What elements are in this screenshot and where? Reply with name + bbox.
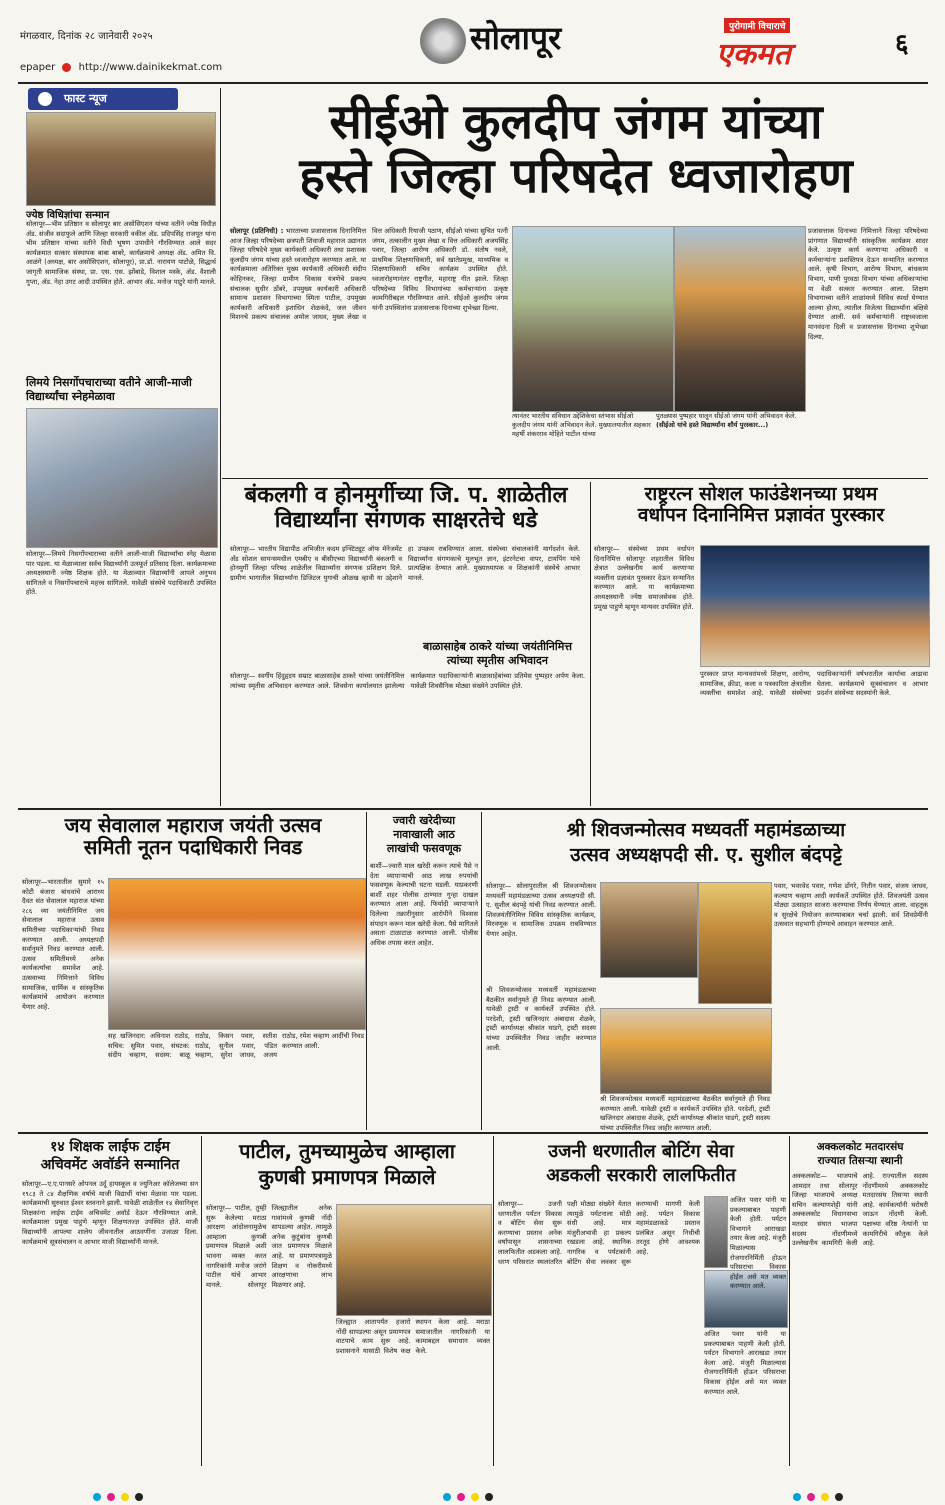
masthead-emblem-icon <box>420 18 466 64</box>
fast-news-tag: फास्ट न्यूज <box>28 88 178 110</box>
cyan-dot <box>93 1493 101 1501</box>
teachers-kunbi-divider <box>201 1136 202 1466</box>
shivjanmotsav-photo-shivaji <box>698 882 772 1004</box>
computer-headline: बंकलगी व होनमुर्गीच्या जि. प. शाळेतील विद्यार्थ्यांना संगणक साक्षरतेचे धडे <box>244 483 568 533</box>
lead-caption-right: पुतळ्यास पुष्पहार घालून सीईओ जंगम यांनी अभिवादन केले. (सीईओ यांचे हस्ते विद्यार्थ्यांना शौर्य पुरस्कार...) <box>656 412 797 429</box>
computer-award-divider <box>590 482 591 806</box>
sidebar-story1-body: सोलापूर—भीम प्रतिष्ठान व सोलापूर बार असोसिएशन यांच्या वतीने ज्येष्ठ विधीज्ञ ॲड. संजीव सदाफुले आणि जिल्हा सरकारी वकील ॲड. प्रदिपसिंह राजपूत यांना भीम प्रतिष्ठान यांच्या वतीने विधी भूषण उपाधीने गौरविण्यात आले सदर कार्यक्रमात सत्कार संस्थापक बाबा बाबरे, कार्यक्रमाचे अध्यक्ष ॲड. अमित वि. आळंगे (अध्यक्ष, बार असोसिएशन, सोलापूर), प्रा.डॉ. नारायण पाटोळे, सिद्धार्थ जागृती सामाजिक संस्था, प्रा. एस. एस. झोंबाडे, विशाल मस्के, ॲड. वैशाली गुप्ता, ॲड. नेहा उगट आदी उपस्थित होते. आभार ॲड. मनोज पाटुरे यांनी मानले. <box>26 220 217 286</box>
ujani-photo-boat <box>704 1196 728 1268</box>
mid-rule <box>18 808 928 810</box>
kunbi-headline: पाटील, तुमच्यामुळेच आम्हाला कुणबी प्रमाणपत्र मिळाले <box>239 1139 455 1189</box>
sidebar-story2-title: लिमये निसर्गोपचाराच्या वतीने आजी-माजी विद्यार्थ्यांचा स्नेहमेळावा <box>26 376 192 403</box>
magenta-dot <box>807 1493 815 1501</box>
akkalkot-headline: अक्कलकोट मतदारसंघ राज्यात तिसऱ्या स्थानी <box>816 1141 904 1167</box>
magenta-dot <box>107 1493 115 1501</box>
kunbi-photo <box>336 1204 492 1316</box>
lead-photo-dignitaries <box>674 226 806 412</box>
lead-dateline: सोलापूर (प्रतिनिधी) : <box>230 227 284 235</box>
sidebar-divider <box>220 88 221 806</box>
black-dot <box>485 1493 493 1501</box>
akkalkot-body: अक्कलकोट— भाजपाचे आमदार तथा सोलापूर जिल्हा भाजपाचे अध्यक्ष सचिन कल्याणशेट्टी यांनी अक्कलकोट विधानसभा मतदार संघात भाजपा सदस्य नोंदणीमध्ये उल्लेखनीय कामगिरी केली आहे. राज्यातील सदस्य नोंदणीमध्ये अक्कलकोट मतदारसंघ तिसऱ्या स्थानी आहे. कार्यकर्त्यांनी घरोघरी जाऊन नोंदणी केली. पक्षाच्या वरिष्ठ नेत्यांनी या कामगिरीचे कौतुक केले आहे. <box>792 1172 928 1248</box>
lower-rule <box>18 1132 928 1134</box>
ujani-headline: उजनी धरणातील बोटिंग सेवा अडकली सरकारी लालफितीत <box>546 1141 736 1186</box>
cyan-dot <box>443 1493 451 1501</box>
registration-marks-right <box>790 1486 846 1505</box>
lead-caption-left: त्यानंतर भारतीय संविधान उद्देशिकेचा स्तंभास सीईओ कुलदीप जंगम यांनी अभिवादन केले. मुख्यालयातील सहकार महर्षी शंकरराव मोहिते पाटील यांच्या <box>512 412 651 438</box>
yellow-dot <box>471 1493 479 1501</box>
fast-news-icon <box>38 92 52 106</box>
ujani-body-2: अजित पवार यांनी या प्रकल्पाबाबत पाहणी केली होती. पर्यटन विभागाने आराखडा तयार केला आहे. मंजुरी मिळाल्यास रोजगारनिर्मिती होऊन परिसराचा विकास होईल असे मत व्यक्त करण्यात आले. <box>730 1196 786 1291</box>
lead-bottom-rule <box>222 478 928 479</box>
teachers-body: सोलापूर—ए.ए.पानसरे ओपनल उर्दू हायस्कूल व ज्युनिअर कॉलेजच्या सन १९८३ ते ८४ शैक्षणिक वर्षाचे माजी विद्यार्थी यांचा मेळावा पार पडला. कार्यक्रमाची सुरुवात ईश्वर स्तवनाने झाली. यावेळी शाळेतील १४ सेवानिवृत्त शिक्षकांना लाईफ टाईम अचिवमेंट अवॉर्ड देऊन गौरविण्यात आले. कार्यक्रमाला प्रमुख पाहुणे म्हणून शिक्षणतज्ज्ञ उपस्थित होते. माजी विद्यार्थ्यांनी आपल्या शालेय जीवनातील आठवणींना उजाळा दिला. कार्यक्रमाचे सूत्रसंचालन व आभार माजी विद्यार्थ्यांनी मानले. <box>22 1180 198 1246</box>
sevalal-photo-committee <box>108 878 366 1030</box>
registration-marks-left <box>90 1486 146 1505</box>
award-photo-group <box>700 545 930 667</box>
shivjanmotsav-body-2: श्री शिवजन्मोत्सव मध्यवर्ती महामंडळाच्या बैठकीत सर्वानुमते ही निवड करण्यात आली. यावेळी ट्रस्टी व कार्यकर्ते उपस्थित होते. परदेशी, ट्रस्टी खजिनदार अंबादास शेळके, ट्रस्टी कार्याध्यक्ष श्रीकांत घाडगे, ट्रस्टी सदस्य यांच्या उपस्थितीत निवड जाहीर करण्यात आली. <box>486 986 596 1052</box>
shivjanmotsav-headline: श्री शिवजन्मोत्सव मध्यवर्ती महामंडळाच्या उत्सव अध्यक्षपदी सी. ए. सुशील बंदपट्टे <box>566 819 846 866</box>
sidebar-story2-body: सोलापूर—लिमये निसर्गोपचाराच्या वतीने आजी-माजी विद्यार्थ्यांचा स्नेह मेळावा पार पडला. या मेळाव्याला सर्वच विद्यार्थ्यांनी उत्स्फूर्त प्रतिसाद दिला. कार्यक्रमाच्या अध्यक्षस्थानी ज्येष्ठ शिक्षक होते. या मेळाव्यात विद्यार्थ्यांनी आपले अनुभव सांगितले व निसर्गोपचाराचे महत्त्व सांगितले. यावेळी संस्थेचे पदाधिकारी उपस्थित होते. <box>26 550 216 597</box>
computer-body: सोलापूर— भारतीय विद्यापीठ अभिजीत कदम इन्स्टिट्यूट ऑफ मॅनेजमेंट अँड सोशल सायन्समधील एमबीए व बीसीएच्या विद्यार्थ्यांनी बंकलगी व होनमुर्गी जिल्हा परिषद शाळेतील विद्यार्थ्यांना संगणक प्रशिक्षण दिले. ग्रामीण भागातील विद्यार्थ्यांना डिजिटल युगाची ओळख व्हावी या उद्देशाने हा उपक्रम राबविण्यात आला. संस्थेच्या संचालकांनी मार्गदर्शन केले. विद्यार्थ्यांना संगणकाचे मूलभूत ज्ञान, इंटरनेटचा वापर, टायपिंग यांचे प्रात्यक्षिक देण्यात आले. मुख्याध्यापक व शिक्षकांनी संस्थेचे आभार मानले. <box>230 545 580 582</box>
lead-body: सोलापूर (प्रतिनिधी) : भारताच्या प्रजासत्ताक दिनानिमित्त आज जिल्हा परिषदेच्या छत्रपती शिवाजी महाराज उद्यानात जिल्हा परिषदेचे मुख्य कार्यकारी अधिकारी तथा प्रशासक कुलदीप जंगम यांच्या हस्ते ध्वजारोहण करण्यात आले. या कार्यक्रमाला अतिरिक्त मुख्य कार्यकारी अधिकारी संदीप कोहिनकर, जिल्हा ग्रामीण विकास यंत्रणेचे प्रकल्प संचालक सुधीर ठोंबरे, उपमुख्य कार्यकारी अधिकारी सामान्य प्रशासन विभागाच्या स्मिता पाटील, उपमुख्य कार्यकारी अधिकारी इशाधिन शेळकंदे, जल जीवन मिशनचे प्रकल्प संचालक अमोल जाधव, मुख्य लेखा व वित्त अधिकारी रियाजी पठाण, सीईओ यांच्या सुचित पत्नी जंगम, तत्कालीन मुख्य लेखा व वित्त अधिकारी अजयसिंह पवार, जिल्हा आरोग्य अधिकारी डॉ. संतोष नवले, प्राथमिक शिक्षणाधिकारी, सर्व खातेप्रमुख, माध्यमिक व शिक्षणाधिकारी सचिव कार्यक्रम उपस्थित होते. ध्वजारोहणानंतर राष्ट्रगीत, महाराष्ट्र गीत झाले. जिल्हा परिषदेच्या विविध विभागांच्या कर्मचाऱ्यांना उत्कृष्ट कामगिरीबद्दल गौरविण्यात आले. सीईओ कुलदीप जंगम यांनी उपस्थितांना प्रजासत्ताक दिनाच्या शुभेच्छा दिल्या. <box>230 227 508 322</box>
lead-photo-flag-hoisting <box>512 226 674 412</box>
seized-body: बार्शी—ज्वारी माल खरेदी करून त्याचे पैसे न देता व्यापाऱ्याची आठ लाख रुपयांची फसवणूक केल्याची घटना घडली. याप्रकरणी बार्शी शहर पोलीस ठाण्यात गुन्हा दाखल करण्यात आला आहे. फिर्यादी व्यापाऱ्याने दिलेल्या तक्रारीनुसार आरोपीने विश्वास संपादन करून माल खरेदी केला. पैसे मागितले असता टाळाटाळ करण्यात आली. पोलीस अधिक तपास करत आहेत. <box>370 862 478 947</box>
shivjanmotsav-body-3: पवार, भवरवेद पवार, गणेश डोंगरे, नितीन पवार, संजय जाधव, कल्याण चव्हाण आदी कार्यकर्ते उपस्थित होते. शिवजयंती उत्सव मोठ्या उत्साहात साजरा करण्याचा निर्णय घेण्यात आला. वाहतूक व सुरक्षेचे नियोजन करण्याबाबत चर्चा झाली. सर्व शिवप्रेमींनी उत्सवात सहभागी होण्याचे आवाहन करण्यात आले. <box>774 882 928 929</box>
ujani-body-3: अजित पवार यांनी या प्रकल्पाबाबत पाहणी केली होती. पर्यटन विभागाने आराखडा तयार केला आहे. मंजुरी मिळाल्यास रोजगारनिर्मिती होऊन परिसराचा विकास होईल असे मत व्यक्त करण्यात आले. <box>704 1330 786 1396</box>
page-number: ६ <box>895 29 909 59</box>
kunbi-body: सोलापूर— पाटील, तुम्ही सुरू केलेल्या मराठा आरक्षण आंदोलनामुळेच आम्हाला कुणबी प्रमाणपत्र मिळाले अशी भावना व्यक्त करत नागरिकांनी मनोज जरांगे पाटील यांचे आभार मानले. सोलापूर जिल्ह्यातील अनेक गावांमध्ये कुणबी नोंदी सापडल्या आहेत. त्यामुळे अनेक कुटुंबांना कुणबी जात प्रमाणपत्र मिळाले आहे. या प्रमाणपत्रामुळे शिक्षण व नोकरीमध्ये आरक्षणाचा लाभ मिळणार आहे. <box>206 1204 332 1289</box>
masthead-tagline: पुरोगामी विचाराचे <box>724 18 790 33</box>
seized-shiv-divider <box>481 812 482 1130</box>
header-rule <box>18 82 928 84</box>
epaper-label: epaper <box>20 62 56 73</box>
sevalal-seized-divider <box>366 812 367 1130</box>
masthead-city: सोलापूर <box>470 19 562 57</box>
black-dot <box>135 1493 143 1501</box>
lead-body-right: प्रजासत्ताक दिनाच्या निमित्ताने जिल्हा परिषदेच्या प्रांगणात विद्यार्थ्यांनी सांस्कृतिक कार्यक्रम सादर केले. उत्कृष्ट कार्य करणाऱ्या अधिकारी व कर्मचाऱ्यांना प्रशस्तिपत्र देऊन सन्मानित करण्यात आले. कृषी विभाग, आरोग्य विभाग, बांधकाम विभाग, पाणी पुरवठा विभाग यांच्या अधिकाऱ्यांचा या वेळी सत्कार करण्यात आला. शिक्षण विभागाच्या वतीने शाळांमध्ये विविध स्पर्धा घेण्यात आल्या होत्या, त्यातील विजेत्या विद्यार्थ्यांना बक्षिसे देण्यात आली. सर्व कर्मचाऱ्यांनी राष्ट्रध्वजाला मानवंदना दिली व प्रजासत्ताक दिनाच्या शुभेच्छा दिल्या. <box>808 227 928 341</box>
masthead-brand: एकमत <box>716 37 791 72</box>
sevalal-body: सोलापूर—भारतातील सुमारे १५ कोटी बंजारा बांधवांचे आराध्य दैवत संत सेवालाल महाराज यांच्या २८६ व्या जयंतीनिमित्त जय सेवालाल महाराज उत्सव समितीच्या पदाधिकाऱ्यांची निवड करण्यात आली. अध्यक्षपदी सर्वानुमते निवड करण्यात आली. उत्सव समितीमध्ये अनेक कार्यकर्त्यांचा समावेश आहे. उत्सवाच्या निमित्ताने विविध सामाजिक, धार्मिक व सांस्कृतिक कार्यक्रमांचे आयोजन करण्यात येणार आहे. <box>22 878 104 1011</box>
sidebar-story1-title: ज्येष्ठ विधिज्ञांचा सन्मान <box>26 210 110 221</box>
kunbi-body-2: जिल्ह्यात आतापर्यंत हजारो नोंदी सापडल्या असून प्रमाणपत्र वाटपाचे काम सुरू आहे. प्रशासनाने यासाठी विशेष कक्ष स्थापन केला आहे. मराठा समाजातील नागरिकांनी या कामाबद्दल समाधान व्यक्त केले. <box>336 1318 490 1355</box>
computer-subhead: बाळासाहेब ठाकरे यांच्या जयंतीनिमित्त त्यांच्या स्मृतीस अभिवादन <box>423 640 572 667</box>
sidebar-photo-felicitation <box>26 112 216 206</box>
masthead-brand-box <box>712 18 856 70</box>
lead-headline: सीईओ कुलदीप जंगम यांच्या हस्ते जिल्हा परिषदेत ध्वजारोहण <box>299 94 853 204</box>
registration-marks-mid <box>440 1486 496 1505</box>
kunbi-ujani-divider <box>493 1136 494 1466</box>
sidebar-photo-gathering <box>26 408 218 548</box>
award-body-2: पुरस्कार प्राप्त मान्यवरांमध्ये शिक्षण, आरोग्य, सामाजिक, क्रीडा, कला व पत्रकारिता क्षेत्रातील व्यक्तींचा समावेश आहे. यावेळी संस्थेच्या पदाधिकाऱ्यांनी वर्षभरातील कार्याचा आढावा घेतला. कार्यक्रमाचे सूत्रसंचालन व आभार प्रदर्शन संस्थेच्या सदस्यांनी केले. <box>700 670 928 698</box>
shivjanmotsav-photo-hall <box>600 882 698 978</box>
yellow-dot <box>821 1493 829 1501</box>
shivjanmotsav-photo-group <box>600 1008 772 1094</box>
teachers-headline: १४ शिक्षक लाईफ टाईम अचिवमेंट अवॉर्डने सन्मानित <box>40 1139 180 1173</box>
header-epaper-line[interactable] <box>20 62 222 73</box>
sevalal-headline: जय सेवालाल महाराज जयंती उत्सव समिती नूतन पदाधिकारी निवड <box>64 813 322 860</box>
sevalal-caption: सह खजिनदार: अविनाश राठोड, सचिव: सुमित पवार, संघटक: संदीप चव्हाण, सदस्य: बाळू राठोड, किसन पवार, सतीश राठोड, सुनील पवार, पंडित चव्हाण, सुरेश जाधव, अजय राठोड, रमेश चव्हाण आदींची निवड करण्यात आली. <box>108 1032 364 1060</box>
seized-headline: ज्वारी खरेदीच्या नावाखाली आठ लाखांची फसवणूक <box>386 814 462 855</box>
magenta-dot <box>457 1493 465 1501</box>
epaper-url[interactable]: http://www.dainikekmat.com <box>78 62 223 73</box>
cyan-dot <box>793 1493 801 1501</box>
award-headline: राष्ट्ररत्न सोशल फाउंडेशनच्या प्रथम वर्धापन दिनानिमित्त प्रज्ञावंत पुरस्कार <box>637 483 885 527</box>
award-body: सोलापूर— संस्थेच्या प्रथम वर्धापन दिनानिमित्त सोलापूर शहरातील विविध क्षेत्रात उल्लेखनीय कार्य करणाऱ्या व्यक्तींना प्रज्ञावंत पुरस्कार देऊन सन्मानित करण्यात आले. या कार्यक्रमाच्या अध्यक्षस्थानी ज्येष्ठ समाजसेवक होते. प्रमुख पाहुणे म्हणून मान्यवर उपस्थित होते. <box>594 545 694 611</box>
computer-sub-body: सोलापूर— स्वर्गीय हिंदुहृदय सम्राट बाळासाहेब ठाकरे यांच्या जयंतीनिमित्त त्यांच्या स्मृतीस अभिवादन करण्यात आले. शिवसेना कार्यालयात झालेल्या कार्यक्रमात पदाधिकाऱ्यांनी बाळासाहेबांच्या प्रतिमेस पुष्पहार अर्पण केला. यावेळी शिवसैनिक मोठ्या संख्येने उपस्थित होते. <box>230 672 585 690</box>
shivjanmotsav-caption-strip: श्री शिवजन्मोत्सव मध्यवर्ती महामंडळाच्या बैठकीत सर्वानुमते ही निवड करण्यात आली. यावेळी ट्रस्टी व कार्यकर्ते उपस्थित होते. परदेशी, ट्रस्टी खजिनदार अंबादास शेळके, ट्रस्टी कार्याध्यक्ष श्रीकांत घाडगे, ट्रस्टी सदस्य यांच्या उपस्थितीत निवड जाहीर करण्यात आली. <box>600 1095 770 1132</box>
ujani-akkalkot-divider <box>789 1136 790 1466</box>
black-dot <box>835 1493 843 1501</box>
shivjanmotsav-body: सोलापूर— सोलापुरातील श्री शिवजन्मोत्सव मध्यवर्ती महामंडळाच्या उत्सव अध्यक्षपदी सी. ए. सुशील बंदपट्टे यांची निवड करण्यात आली. शिवजयंतीनिमित्त विविध सांस्कृतिक कार्यक्रम, मिरवणूक व सामाजिक उपक्रम राबविण्यात येणार आहेत. <box>486 882 596 938</box>
header-date: मंगळवार, दिनांक २८ जानेवारी २०२५ <box>20 31 153 42</box>
ujani-body: सोलापूर— उजनी धरणातील पर्यटन विकास व बोटिंग सेवा सुरू करण्याचा प्रस्ताव अनेक वर्षांपासून शासनाच्या लालफितीत अडकला आहे. धरण परिसरात स्थलांतरित पक्षी मोठ्या संख्येने येतात त्यामुळे पर्यटनाला मोठी संधी आहे. मात्र मंजुरीअभावी हा प्रकल्प रखडला आहे. स्थानिक नागरिक व पर्यटकांनी बोटिंग सेवा लवकर सुरू करण्याची मागणी केली आहे. पर्यटन विकास महामंडळाकडे प्रस्ताव प्रलंबित असून निधीची तरतूद होणे आवश्यक आहे. <box>498 1200 700 1266</box>
yellow-dot <box>121 1493 129 1501</box>
epaper-icon <box>62 63 71 72</box>
